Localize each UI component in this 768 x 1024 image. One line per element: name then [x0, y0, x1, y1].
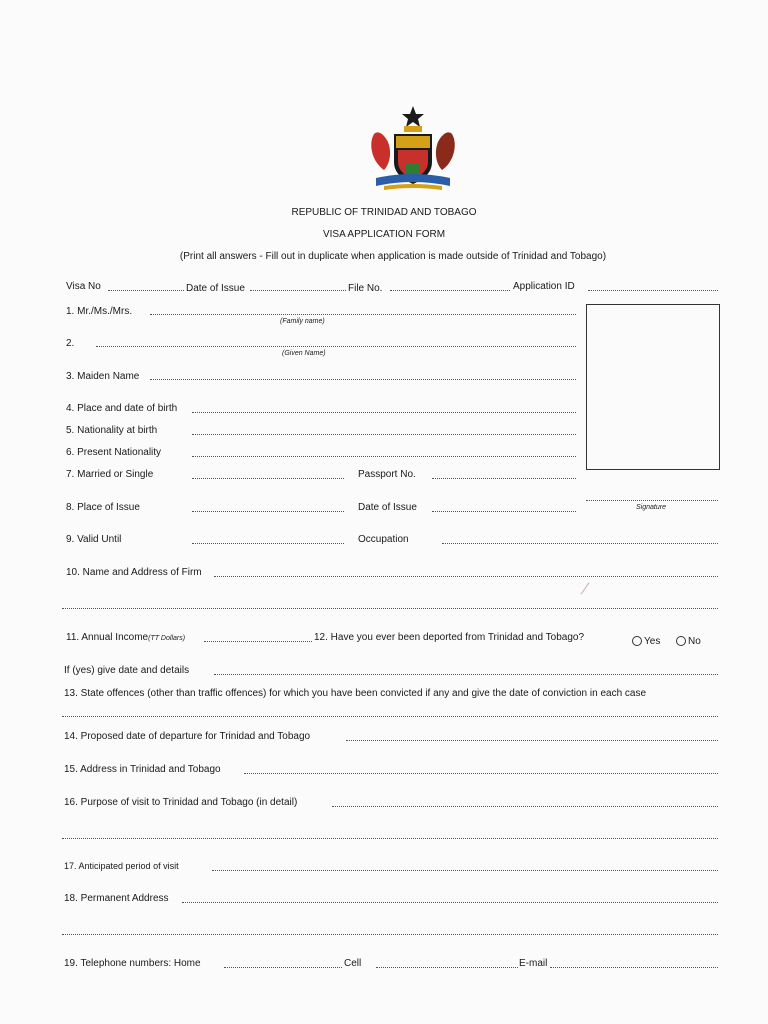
- field-15-label: 15. Address in Trinidad and Tobago: [64, 764, 221, 775]
- coat-of-arms-icon: [366, 104, 460, 194]
- file-no-field[interactable]: [390, 290, 510, 291]
- field-4-label: 4. Place and date of birth: [66, 403, 178, 414]
- annual-income-label: 11. Annual Income: [66, 632, 149, 643]
- no-label: No: [688, 636, 701, 647]
- signature-caption: Signature: [636, 504, 666, 511]
- place-date-birth-field[interactable]: [192, 412, 576, 413]
- cell-label: Cell: [344, 958, 362, 969]
- firm-field-line2[interactable]: [62, 608, 718, 609]
- yes-radio-icon[interactable]: [632, 636, 642, 646]
- yes-label: Yes: [644, 636, 661, 647]
- offences-field[interactable]: [62, 716, 718, 717]
- annual-income-field[interactable]: [204, 641, 312, 642]
- cell-phone-field[interactable]: [376, 967, 518, 968]
- application-id-label: Application ID: [513, 281, 575, 292]
- departure-date-field[interactable]: [346, 740, 718, 741]
- field-17-label: 17. Anticipated period of visit: [64, 861, 179, 871]
- deported-yes-option[interactable]: [632, 636, 660, 647]
- purpose-field-line2[interactable]: [62, 838, 718, 839]
- date-of-issue-label: Date of Issue: [186, 283, 245, 294]
- field-18-label: 18. Permanent Address: [64, 893, 169, 904]
- no-radio-icon[interactable]: [676, 636, 686, 646]
- firm-field-line1[interactable]: [214, 576, 718, 577]
- purpose-field-line1[interactable]: [332, 806, 718, 807]
- field-12-label: 12. Have you ever been deported from Trinidad and Tobago?: [314, 632, 584, 643]
- field-16-label: 16. Purpose of visit to Trinidad and Tobago (in detail): [64, 797, 298, 808]
- valid-until-field[interactable]: [192, 543, 344, 544]
- file-no-label: File No.: [348, 283, 383, 294]
- maiden-name-field[interactable]: [150, 379, 576, 380]
- home-phone-field[interactable]: [224, 967, 342, 968]
- deported-no-option[interactable]: [676, 636, 701, 647]
- signature-field[interactable]: [586, 500, 718, 501]
- family-name-caption: (Family name): [280, 318, 325, 325]
- field-14-label: 14. Proposed date of departure for Trinidad and Tobago: [64, 731, 311, 742]
- date-of-issue-2-field[interactable]: [432, 511, 576, 512]
- field-3-label: 3. Maiden Name: [66, 371, 140, 382]
- given-name-caption: (Given Name): [282, 350, 326, 357]
- permanent-address-line1[interactable]: [182, 902, 718, 903]
- email-field[interactable]: [550, 967, 718, 968]
- marital-status-field[interactable]: [192, 478, 344, 479]
- field-1-label: 1. Mr./Ms./Mrs.: [66, 306, 133, 317]
- date-of-issue-field[interactable]: [250, 290, 346, 291]
- field-6-label: 6. Present Nationality: [66, 447, 162, 458]
- field-10-label: 10. Name and Address of Firm: [66, 567, 202, 578]
- occupation-label: Occupation: [358, 534, 409, 545]
- field-13-label: 13. State offences (other than traffic offences) for which you have been convicted if any and give the date of conviction in each case: [64, 688, 647, 699]
- given-name-field[interactable]: [96, 346, 576, 347]
- permanent-address-line2[interactable]: [62, 934, 718, 935]
- family-name-field[interactable]: [150, 314, 576, 315]
- field-19-label: 19. Telephone numbers: Home: [64, 958, 201, 969]
- place-of-issue-field[interactable]: [192, 511, 344, 512]
- passport-no-field[interactable]: [432, 478, 576, 479]
- occupation-field[interactable]: [442, 543, 718, 544]
- date-of-issue-2-label: Date of Issue: [358, 502, 417, 513]
- field-2-label: 2.: [66, 338, 75, 349]
- form-heading-title: VISA APPLICATION FORM: [322, 229, 446, 240]
- passport-no-label: Passport No.: [358, 469, 416, 480]
- pen-mark: [581, 582, 590, 594]
- period-of-visit-field[interactable]: [212, 870, 718, 871]
- annual-income-unit: (TT Dollars): [148, 635, 186, 642]
- visa-no-field[interactable]: [108, 290, 184, 291]
- photo-box: [586, 304, 720, 470]
- visa-no-label: Visa No: [66, 281, 101, 292]
- email-label: E-mail: [519, 958, 548, 969]
- field-7-label: 7. Married or Single: [66, 469, 154, 480]
- deportation-details-field[interactable]: [214, 674, 718, 675]
- nationality-birth-field[interactable]: [192, 434, 576, 435]
- field-8-label: 8. Place of Issue: [66, 502, 140, 513]
- field-11-label: [66, 632, 185, 643]
- application-id-field[interactable]: [588, 290, 718, 291]
- if-yes-label: If (yes) give date and details: [64, 665, 190, 676]
- field-5-label: 5. Nationality at birth: [66, 425, 158, 436]
- form-heading-country: REPUBLIC OF TRINIDAD AND TOBAGO: [291, 207, 477, 218]
- field-9-label: 9. Valid Until: [66, 534, 122, 545]
- tt-address-field[interactable]: [244, 773, 718, 774]
- form-instructions: (Print all answers - Fill out in duplicate when application is made outside of Trinidad and Tobago): [179, 251, 607, 262]
- present-nationality-field[interactable]: [192, 456, 576, 457]
